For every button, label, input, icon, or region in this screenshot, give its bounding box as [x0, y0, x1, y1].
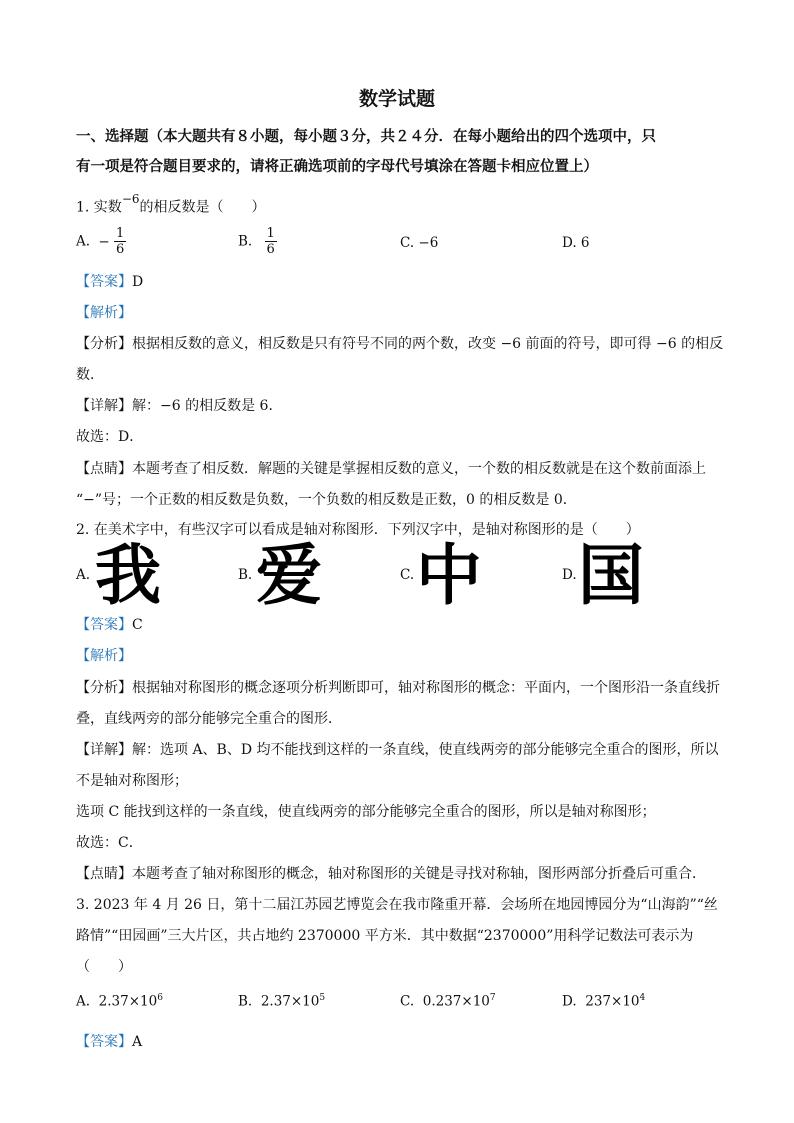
q2-option-d-char: 国 — [578, 537, 644, 614]
q3-stem-line3: （ ） — [76, 959, 132, 975]
q2-jiexi: 【解析】 — [76, 648, 132, 664]
q2-fenxi-line1 — [76, 677, 720, 697]
q1-fenxi-text1: 根据相反数的意义，相反数是只有符号不同的两个数，改变 −6 前面的符号，即可得 −6 的相反 — [132, 336, 724, 352]
q1-stem — [76, 192, 266, 217]
q3-option-b-exp: 5 — [319, 993, 326, 1003]
q3-option-a-text: 2.37×10 — [98, 993, 158, 1010]
q1-stem-post: 的相反数是（ ） — [139, 199, 266, 216]
q2-answer — [76, 614, 143, 634]
section-heading-line2: 有一项是符合题目要求的，请将正确选项前的字母代号填涂在答题卡相应位置上） — [76, 158, 598, 175]
q3-option-d-text: 237×10 — [585, 993, 640, 1010]
q2-xiangjie-line1 — [76, 739, 719, 759]
q1-option-b-fraction — [265, 226, 277, 257]
q1-guxuan: 故选：D． — [76, 429, 144, 445]
q2-option-a-label: A. — [76, 567, 91, 583]
q1-option-b — [238, 226, 277, 257]
q2-answer-tag: 【答案】 — [76, 617, 132, 633]
q1-option-a-denominator: 6 — [115, 242, 125, 257]
q2-xiangjie-line3: 选项 C 能找到这样的一条直线，使直线两旁的部分能够完全重合的图形，所以是轴对称图形； — [76, 804, 656, 820]
q3-option-b — [238, 993, 325, 1010]
q3-option-a-exp: 6 — [157, 993, 163, 1003]
q1-fenxi-line2: 数． — [76, 367, 104, 383]
q1-option-a — [76, 226, 126, 257]
q1-stem-pre: 1. 实数 — [76, 199, 122, 216]
q2-xiangjie-line2: 不是轴对称图形； — [76, 773, 188, 789]
q2-dianjing-tag: 【点睛】 — [76, 866, 132, 882]
q2-guxuan: 故选：C． — [76, 835, 143, 851]
section-heading-line1: 一、选择题（本大题共有８小题，每小题３分，共２４分．在每小题给出的四个选项中，只 — [76, 128, 656, 145]
q1-answer-tag: 【答案】 — [76, 274, 132, 290]
q1-jiexi: 【解析】 — [76, 305, 132, 321]
q2-option-c-label: C. — [400, 567, 415, 583]
q1-option-b-numerator: 1 — [266, 226, 275, 241]
q3-option-d-label: D. — [562, 993, 577, 1010]
q1-option-c: C. −6 — [400, 235, 439, 251]
q2-fenxi-text1: 根据轴对称图形的概念逐项分析判断即可，轴对称图形的概念：平面内，一个图形沿一条直线折 — [132, 680, 720, 696]
q2-option-d-label: D. — [562, 567, 577, 583]
q1-option-b-label: B. — [238, 233, 253, 250]
q3-option-c-label: C. — [400, 993, 415, 1010]
q3-option-b-text: 2.37×10 — [260, 993, 320, 1010]
q2-stem: 2. 在美术字中，有些汉字可以看成是轴对称图形．下列汉字中，是轴对称图形的是（ ） — [76, 522, 640, 538]
q2-dianjing-text: 本题考查了轴对称图形的概念，轴对称图形的关键是寻找对称轴，图形两部分折叠后可重合． — [132, 866, 706, 882]
q1-option-a-numerator: 1 — [115, 226, 125, 241]
q2-answer-value: C — [132, 617, 143, 633]
q2-option-c-char: 中 — [416, 537, 482, 614]
q1-xiangjie — [76, 395, 282, 415]
q2-fenxi-line2: 叠，直线两旁的部分能够完全重合的图形． — [76, 711, 342, 727]
q3-option-d — [562, 993, 645, 1010]
q1-xiangjie-tag: 【详解】 — [76, 398, 132, 414]
q3-option-b-label: B. — [238, 993, 253, 1010]
q1-fenxi-line1 — [76, 333, 723, 353]
q2-option-b-label: B. — [238, 567, 253, 583]
q3-answer — [76, 1031, 142, 1051]
q3-option-d-exp: 4 — [639, 993, 646, 1003]
q1-answer-value: D — [132, 274, 144, 290]
q1-option-b-denominator: 6 — [266, 242, 275, 257]
q1-option-a-label: A. — [76, 233, 91, 250]
q3-stem-line1: 3. 2023 年 4 月 26 日，第十二届江苏园艺博览会在我市隆重开幕．会场所在地园博园分为“山海韵”“丝 — [76, 897, 718, 913]
q2-xiangjie-tag: 【详解】 — [76, 742, 132, 758]
q1-option-a-sign: − — [98, 233, 110, 250]
q1-dianjing-text1: 本题考查了相反数．解题的关键是掌握相反数的意义，一个数的相反数就是在这个数前面添上 — [132, 461, 706, 477]
q3-option-c — [400, 993, 496, 1010]
q1-dianjing-line1 — [76, 458, 706, 478]
q2-option-b-char: 爱 — [256, 537, 322, 614]
q1-answer — [76, 271, 143, 291]
page-title: 数学试题 — [358, 88, 435, 110]
q1-stem-num: −6 — [121, 192, 140, 206]
q1-dianjing-tag: 【点睛】 — [76, 461, 132, 477]
q3-option-c-exp: 7 — [489, 993, 496, 1003]
q3-option-a — [76, 993, 163, 1010]
q1-option-a-fraction — [114, 226, 126, 257]
q3-answer-tag: 【答案】 — [76, 1034, 132, 1050]
q1-fenxi-tag: 【分析】 — [76, 336, 132, 352]
q2-dianjing — [76, 863, 706, 883]
q3-answer-value: A — [132, 1034, 143, 1050]
q3-option-a-label: A. — [76, 993, 91, 1010]
q2-xiangjie-text1: 解：选项 A、B、D 均不能找到这样的一条直线，使直线两旁的部分能够完全重合的图形，所以 — [132, 742, 719, 758]
q3-option-c-text: 0.237×10 — [422, 993, 490, 1010]
q1-dianjing-line2: “−”号；一个正数的相反数是负数，一个负数的相反数是正数，0 的相反数是 0． — [76, 492, 577, 508]
q2-fenxi-tag: 【分析】 — [76, 680, 132, 696]
q3-stem-line2: 路情”“田园画”三大片区，共占地约 2370000 平方米．其中数据“2370000”用科学记数法可表示为 — [76, 928, 694, 944]
q1-xiangjie-text: 解：−6 的相反数是 6． — [132, 398, 283, 414]
q2-option-a-char: 我 — [95, 537, 161, 614]
q1-option-d: D. 6 — [562, 235, 590, 251]
